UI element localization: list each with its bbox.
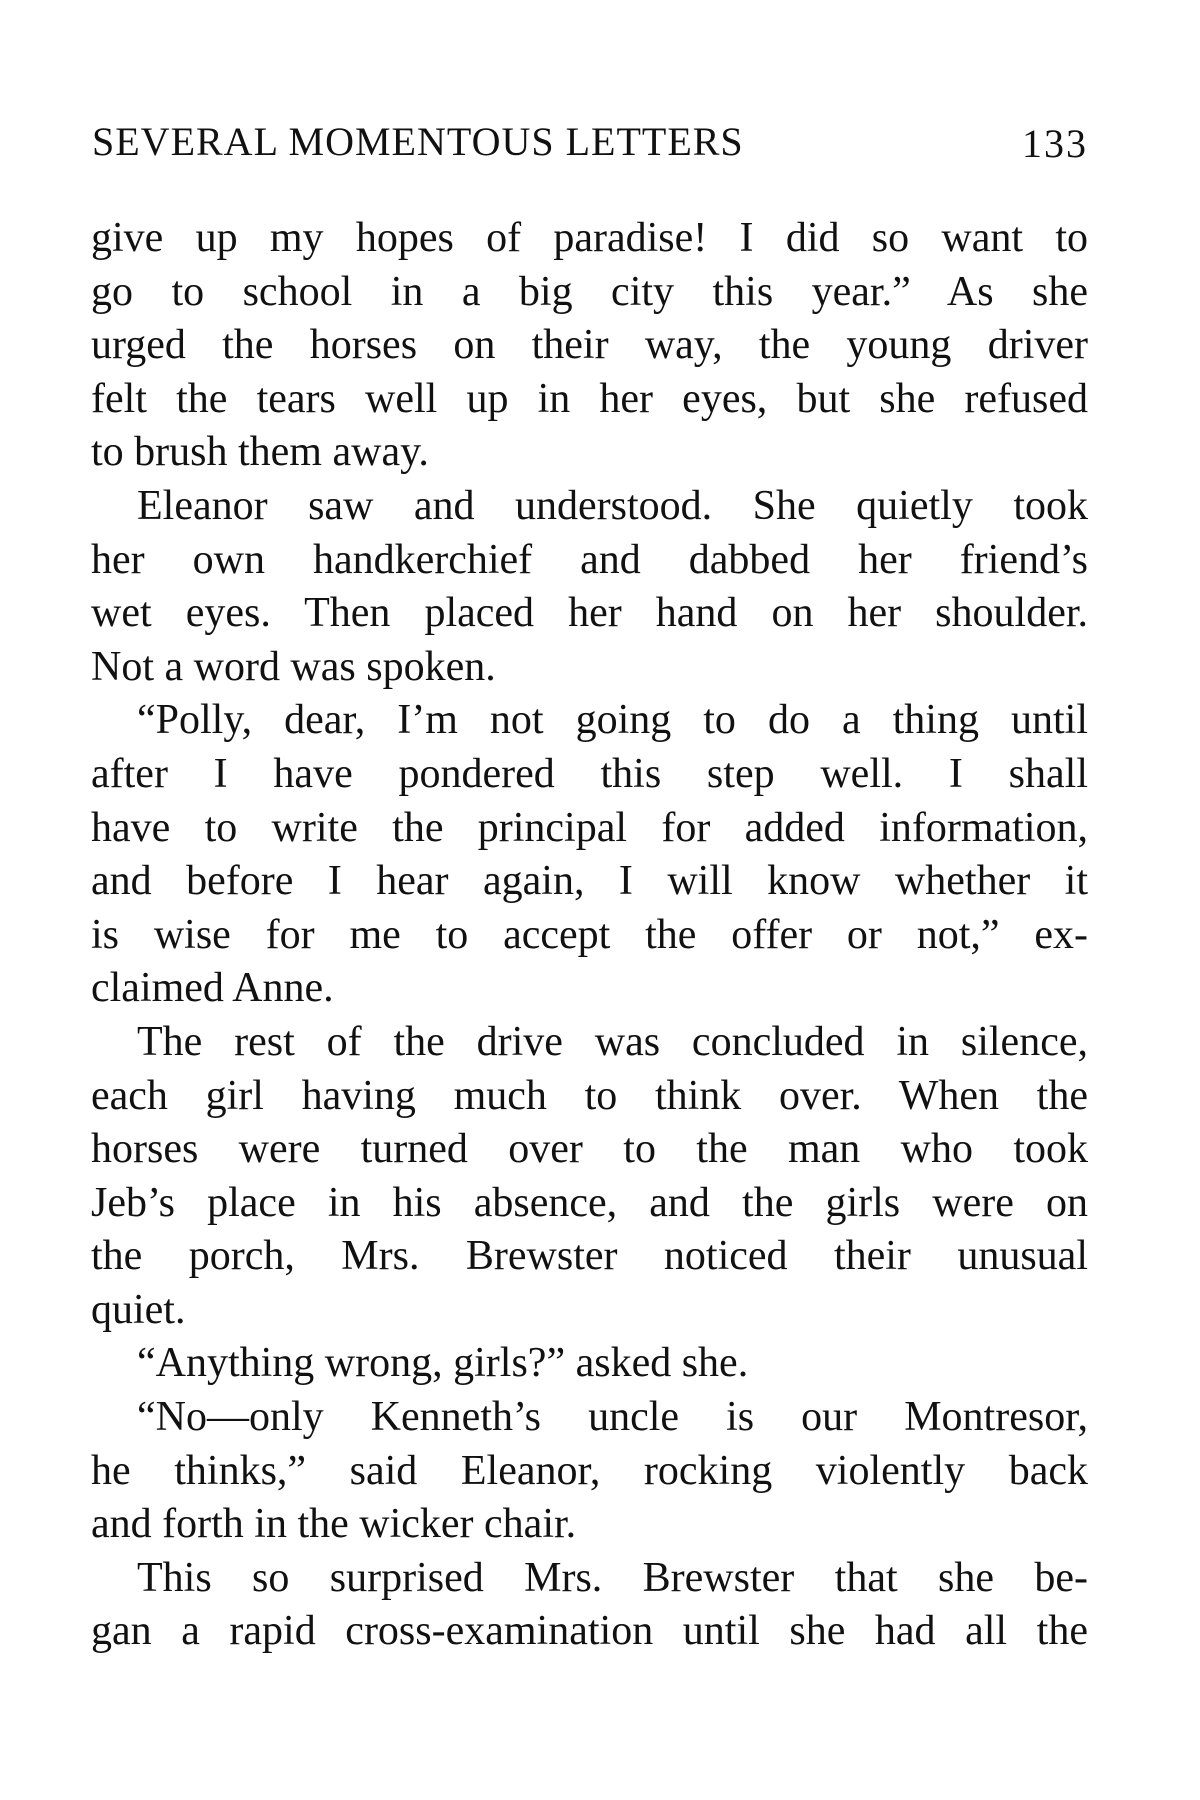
text-line: “Polly, dear, I’m not going to do a thing until (137, 697, 1088, 744)
text-line: and forth in the wicker chair. (91, 1501, 577, 1548)
text-line: “Anything wrong, girls?” asked she. (137, 1340, 749, 1387)
text-line: he thinks,” said Eleanor, rocking violently back (91, 1447, 1088, 1494)
text-line: Jeb’s place in his absence, and the girls were on (91, 1179, 1088, 1226)
text-line: have to write the principal for added information, (91, 804, 1088, 851)
text-line: The rest of the drive was concluded in silence, (137, 1018, 1088, 1065)
text-line: give up my hopes of paradise! I did so want to (91, 215, 1088, 261)
text-line: This so surprised Mrs. Brewster that she be- (137, 1554, 1088, 1601)
text-line: is wise for me to accept the offer or not,” ex- (91, 911, 1088, 958)
chapter-title: SEVERAL MOMENTOUS LETTERS (92, 119, 744, 164)
text-line: horses were turned over to the man who took (91, 1126, 1088, 1173)
text-line: each girl having much to think over. When the (91, 1072, 1088, 1119)
text-line: quiet. (91, 1286, 186, 1333)
text-line: “No—only Kenneth’s uncle is our Montresor, (137, 1394, 1088, 1441)
body-text (91, 212, 1088, 1659)
text-line: her own handkerchief and dabbed her friend’s (91, 536, 1088, 583)
text-line: the porch, Mrs. Brewster noticed their unusual (91, 1233, 1088, 1280)
text-line: claimed Anne. (91, 965, 334, 1012)
text-line: after I have pondered this step well. I shall (91, 750, 1088, 797)
text-line: urged the horses on their way, the young driver (91, 322, 1088, 369)
text-line: Not a word was spoken. (91, 643, 496, 690)
text-line: Eleanor saw and understood. She quietly took (137, 482, 1088, 529)
text-line: felt the tears well up in her eyes, but she refused (91, 375, 1088, 422)
text-line: to brush them away. (91, 429, 429, 476)
text-line: gan a rapid cross-examination until she had all the (91, 1608, 1088, 1655)
text-line: wet eyes. Then placed her hand on her shoulder. (91, 590, 1088, 637)
running-header (92, 118, 1088, 168)
text-line: go to school in a big city this year.” As she (91, 268, 1088, 315)
page-number: 133 (1022, 121, 1088, 166)
text-line: and before I hear again, I will know whether it (91, 858, 1088, 905)
